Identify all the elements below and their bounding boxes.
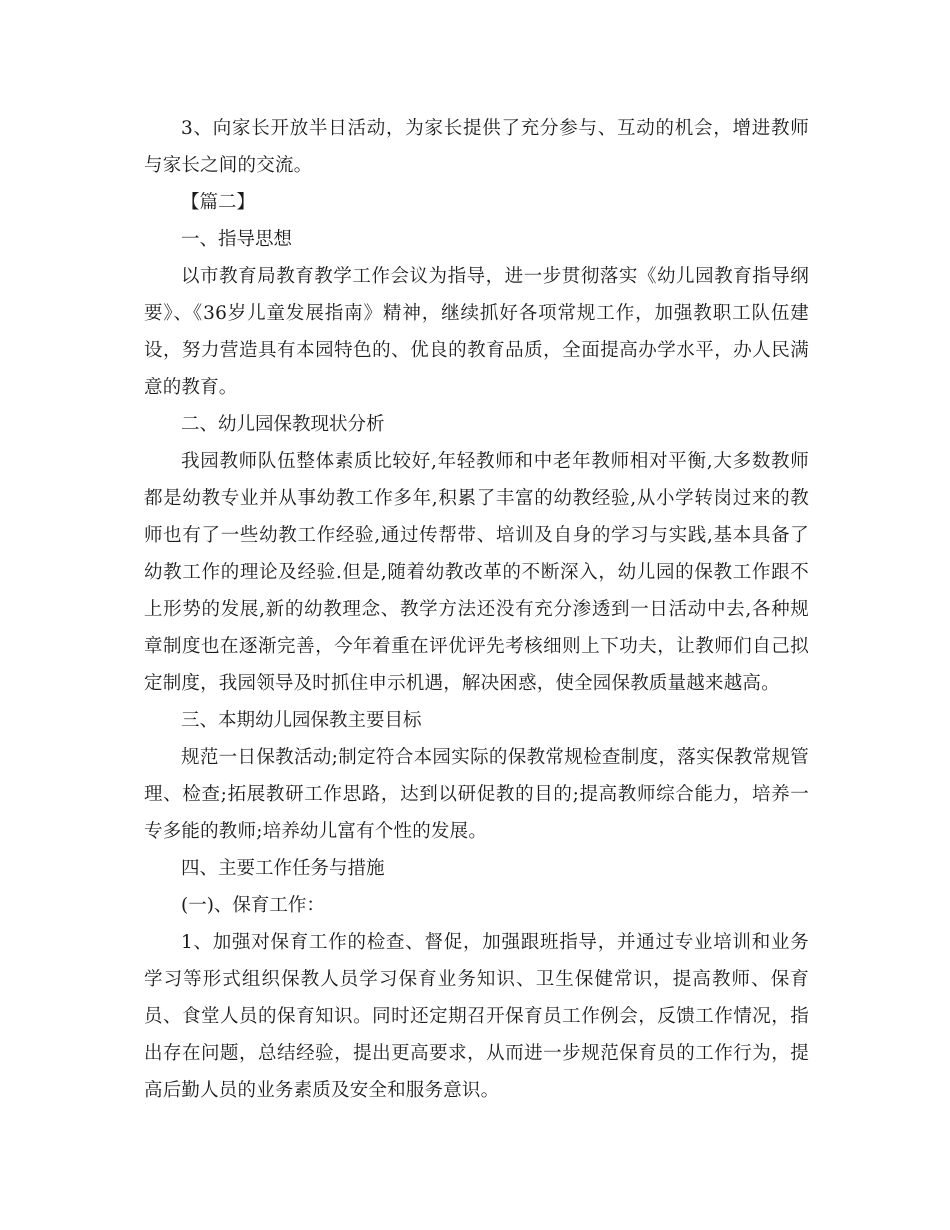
heading-status-analysis: 二、幼儿园保教现状分析 [181,414,385,435]
document-page [144,110,809,1109]
heading-tasks-measures: 四、主要工作任务与措施 [181,858,385,879]
section-label-part-two: 【篇二】 [181,192,256,213]
heading-main-goals: 三、本期幼儿园保教主要目标 [181,710,422,731]
paragraph-main-goals: 规范一日保教活动;制定符合本园实际的保教常规检查制度，落实保教常规管理、检查;拓展教研工作思路，达到以研促教的目的;提高教师综合能力，培养一专多能的教师;培养幼儿富有个性的发展。 [144,747,809,842]
subheading-care-work: (一)、保育工作： [181,895,325,916]
paragraph-guiding-ideology: 以市教育局教育教学工作会议为指导，进一步贯彻落实《幼儿园教育指导纲要》、《36岁儿童发展指南》精神，继续抓好各项常规工作，加强教职工队伍建设，努力营造具有本园特色的、优良的教育品质，全面提高办学水平，办人民满意的教育。 [144,266,809,398]
paragraph-open-day: 3、向家长开放半日活动，为家长提供了充分参与、互动的机会，增进教师与家长之间的交流。 [144,118,809,176]
paragraph-status-analysis: 我园教师队伍整体素质比较好,年轻教师和中老年教师相对平衡,大多数教师都是幼教专业并从事幼教工作多年,积累了丰富的幼教经验,从小学转岗过来的教师也有了一些幼教工作经验,通过传帮带、培训及自身的学习与实践,基本具备了幼教工作的理论及经验.但是,随着幼教改革的不断深入，幼儿园的保教工作跟不上形势的发展,新的幼教理念、教学方法还没有充分渗透到一日活动中去,各种规章制度也在逐渐完善，今年着重在评优评先考核细则上下功夫，让教师们自己拟定制度，我园领导及时抓住申示机遇，解决困惑，使全园保教质量越来越高。 [144,451,809,694]
paragraph-care-work: 1、加强对保育工作的检查、督促，加强跟班指导，并通过专业培训和业务学习等形式组织保教人员学习保育业务知识、卫生保健常识，提高教师、保育员、食堂人员的保育知识。同时还定期召开保育员工作例会，反馈工作情况，指出存在问题，总结经验，提出更高要求，从而进一步规范保育员的工作行为，提高后勤人员的业务素质及安全和服务意识。 [144,932,809,1101]
heading-guiding-ideology: 一、指导思想 [181,229,293,250]
